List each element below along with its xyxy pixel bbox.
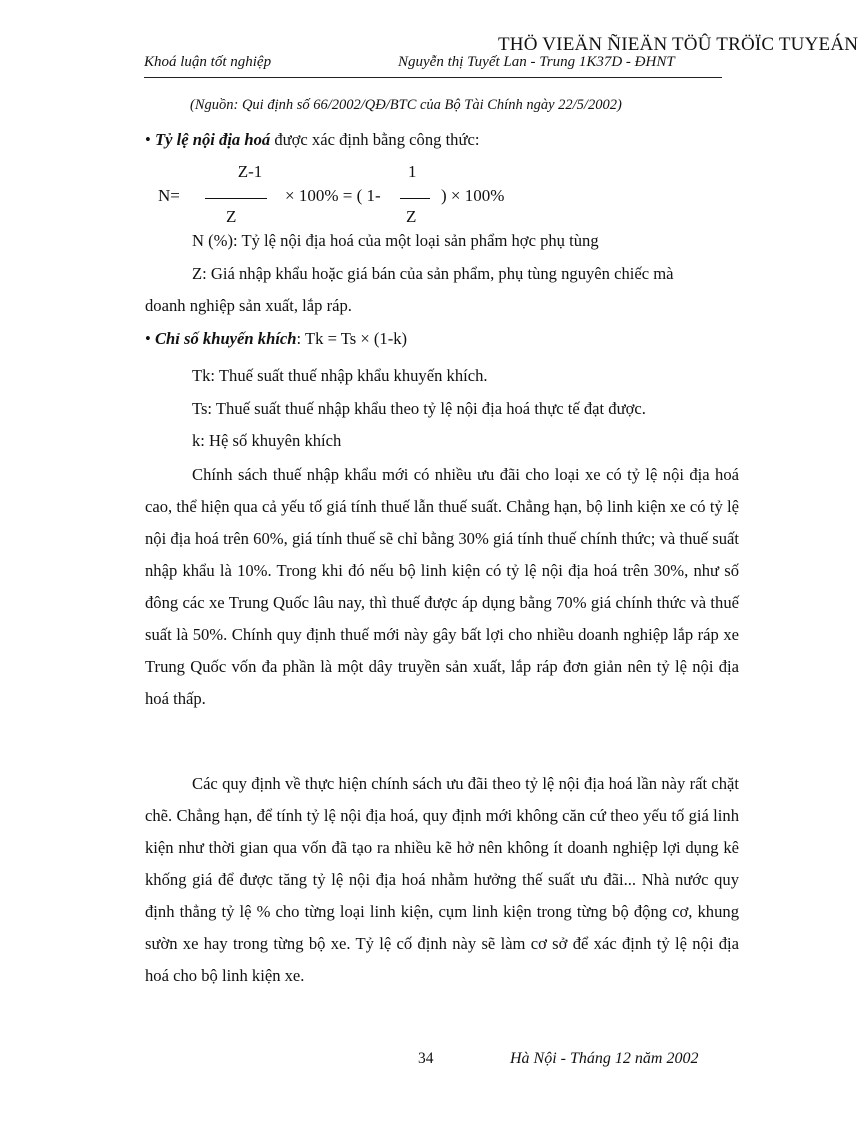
footer-date: Hà Nội - Tháng 12 năm 2002: [510, 1050, 699, 1067]
bullet-text: được xác định bằng công thức:: [270, 130, 480, 149]
header-right: Nguyễn thị Tuyết Lan - Trung 1K37D - ĐHNT: [398, 54, 675, 70]
bullet-dot: •: [145, 130, 151, 149]
paragraph-2-text: Các quy định về thực hiện chính sách ưu đãi theo tỷ lệ nội địa hoá lần này rất chặt chẽ. Chẳng hạn, để tính tỷ lệ nội địa hoá, quy định mới không căn cứ theo yếu tố giá linh kiện như thời gian qua vốn đã tạo ra nhiều kẽ hở nên không ít doanh nghiệp lợi dụng kê khống giá để được tăng tỷ lệ nội địa hoá nhằm hưởng thế suất ưu đãi... Nhà nước quy định thẳng tỷ lệ % cho từng loại linh kiện, cụm linh kiện trong từng bộ động cơ, khung sườn xe hay trong từng bộ xe. Tỷ lệ cố định này sẽ làm cơ sở để xác định tỷ lệ nội địa hoá cho bộ linh kiện xe.: [145, 774, 739, 985]
formula-tail: ) × 100%: [441, 186, 505, 205]
formula-numerator-2: 1: [408, 162, 417, 181]
paragraph-2: [145, 768, 739, 992]
source-note: (Nguồn: Qui định số 66/2002/QĐ/BTC của Bộ Tài Chính ngày 22/5/2002): [190, 97, 622, 113]
formula-denominator-2: Z: [406, 207, 417, 226]
bullet-incentive-index: [145, 329, 407, 349]
header-left: Khoá luận tốt nghiệp: [144, 54, 272, 70]
definition-n: N (%): Tỷ lệ nội địa hoá của một loại sản phẩm hợc phụ tùng: [192, 231, 599, 250]
fraction-bar-2: [400, 198, 430, 199]
fraction-bar-1: [205, 198, 267, 199]
definition-z-line2: doanh nghiệp sản xuất, lắp ráp.: [145, 296, 352, 315]
bullet-localization-rate: [145, 130, 479, 150]
formula-numerator-1: Z-1: [237, 162, 263, 181]
definition-z-line1: Z: Giá nhập khẩu hoặc giá bán của sản phẩm, phụ tùng nguyên chiếc mà: [192, 264, 674, 283]
definition-tk: Tk: Thuế suất thuế nhập khẩu khuyến khích.: [192, 366, 488, 385]
header-rule: [144, 77, 722, 78]
bullet-text: : Tk = Ts × (1-k): [296, 329, 408, 348]
paragraph-1-text: Chính sách thuế nhập khẩu mới có nhiều ưu đãi cho loại xe có tỷ lệ nội địa hoá cao, thể hiện qua cả yếu tố giá tính thuế lẫn thuế suất. Chẳng hạn, bộ linh kiện xe có tỷ lệ nội địa hoá trên 60%, giá tính thuế sẽ chỉ bằng 30% giá tính thuế chính thức; và thuế suất nhập khẩu là 10%. Trong khi đó nếu bộ linh kiện có tỷ lệ nội địa hoá trên 30%, như số đông các xe Trung Quốc lâu nay, thì thuế được áp dụng bằng 70% giá chính thức và thuế suất là 50%. Chính quy định thuế mới này gây bất lợi cho nhiều doanh nghiệp lắp ráp xe Trung Quốc vốn đa phần là một dây truyền sản xuất, lắp ráp đơn giản nên tỷ lệ nội địa hoá thấp.: [145, 465, 739, 708]
page-number: 34: [418, 1050, 434, 1067]
bullet-term: Chỉ số khuyến khích: [154, 329, 297, 348]
formula-middle: × 100% = ( 1-: [285, 186, 381, 205]
formula-lhs: N=: [158, 186, 180, 205]
definition-ts: Ts: Thuế suất thuế nhập khẩu theo tỷ lệ nội địa hoá thực tế đạt được.: [192, 399, 646, 418]
bullet-term: Tỷ lệ nội địa hoá: [154, 130, 271, 149]
watermark-text: THÖ VIEÄN ÑIEÄN TÖÛ TRÖÏC TUYEÁN: [498, 34, 858, 55]
definition-k: k: Hệ số khuyên khích: [192, 431, 342, 450]
paragraph-1: [145, 459, 739, 715]
bullet-dot: •: [145, 329, 151, 348]
formula-denominator-1: Z: [226, 207, 237, 226]
